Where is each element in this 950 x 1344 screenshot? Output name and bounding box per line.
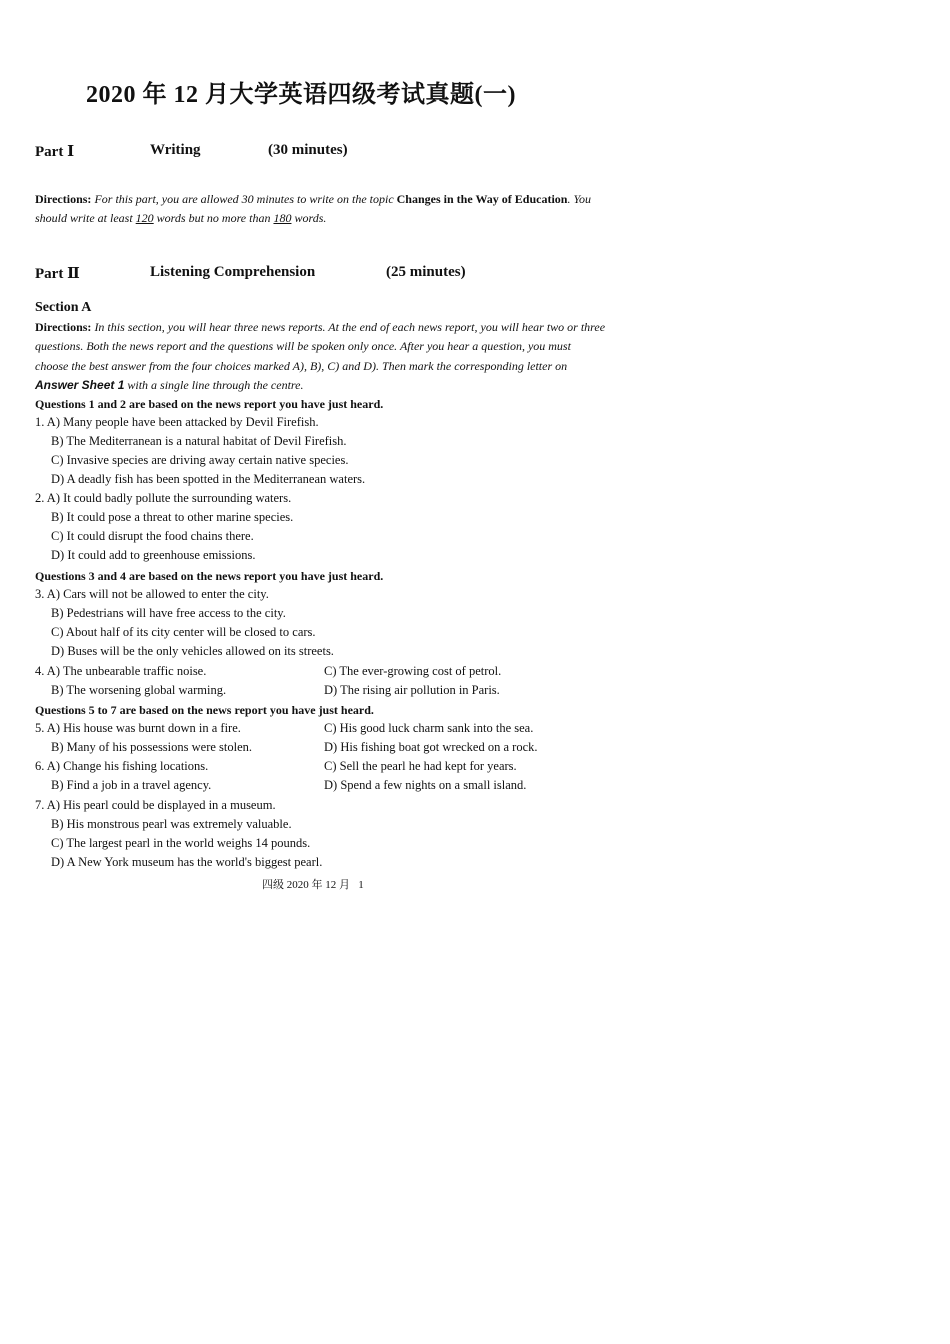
part1-directions bbox=[35, 190, 607, 229]
option-text: D) A New York museum has the world's biggest pearl. bbox=[51, 855, 323, 869]
part1-name: Writing bbox=[150, 142, 201, 158]
option-text: D) The rising air pollution in Paris. bbox=[324, 683, 500, 697]
option-text: C) It could disrupt the food chains there. bbox=[51, 529, 254, 543]
question-group-heading: Questions 5 to 7 are based on the news report you have just heard. bbox=[35, 703, 374, 717]
option-text: D) A deadly fish has been spotted in the Mediterranean waters. bbox=[51, 472, 366, 486]
part1-time: (30 minutes) bbox=[268, 142, 348, 158]
option-text: D) His fishing boat got wrecked on a rock. bbox=[324, 740, 538, 754]
section-a-heading: Section A bbox=[35, 300, 92, 315]
option-text: D) It could add to greenhouse emissions. bbox=[51, 548, 256, 562]
max-words: 180 bbox=[273, 211, 292, 226]
directions-text: In this section, you will hear three news reports. At the end of each news report, you will hear two or three questions. Both the news report and the questions will be spoken only once. After you hear a question, you must choose the best answer from the four choices marked A), B), C) and D). Then mark the corresponding letter on bbox=[35, 320, 606, 373]
directions-text: words. bbox=[294, 211, 327, 226]
part2-name: Listening Comprehension bbox=[150, 264, 316, 280]
min-words: 120 bbox=[135, 211, 154, 226]
question-group-heading: Questions 1 and 2 are based on the news report you have just heard. bbox=[35, 397, 384, 411]
question-group-heading: Questions 3 and 4 are based on the news report you have just heard. bbox=[35, 569, 384, 583]
option-text: B) Find a job in a travel agency. bbox=[51, 778, 212, 792]
option-text: B) Many of his possessions were stolen. bbox=[51, 740, 253, 754]
option-text: C) Invasive species are driving away certain native species. bbox=[51, 453, 349, 467]
page-footer: 四级 2020 年 12 月 1 bbox=[262, 879, 364, 891]
directions-label: Directions: bbox=[35, 320, 92, 334]
option-text: C) Sell the pearl he had kept for years. bbox=[324, 759, 517, 773]
answer-sheet-label: Answer Sheet 1 bbox=[35, 377, 125, 392]
page-title: 2020 年 12 月大学英语四级考试真题(一) bbox=[86, 82, 516, 108]
option-text: B) Pedestrians will have free access to the city. bbox=[51, 606, 286, 620]
option-text: C) His good luck charm sank into the sea. bbox=[324, 721, 534, 735]
part2-label: Part Ⅱ bbox=[35, 266, 80, 282]
option-text: 3. A) Cars will not be allowed to enter the city. bbox=[35, 587, 269, 601]
part1-label: Part Ⅰ bbox=[35, 144, 75, 160]
option-text: 4. A) The unbearable traffic noise. bbox=[35, 664, 207, 678]
option-text: C) About half of its city center will be closed to cars. bbox=[51, 625, 316, 639]
option-text: 1. A) Many people have been attacked by Devil Firefish. bbox=[35, 415, 319, 429]
option-text: D) Spend a few nights on a small island. bbox=[324, 778, 527, 792]
option-text: B) It could pose a threat to other marine species. bbox=[51, 510, 294, 524]
part2-directions bbox=[35, 318, 607, 395]
directions-text: . You should write at least bbox=[35, 192, 592, 226]
writing-topic: Changes in the Way of Education bbox=[396, 192, 568, 206]
option-text: C) The largest pearl in the world weighs 14 pounds. bbox=[51, 836, 311, 850]
option-text: B) The worsening global warming. bbox=[51, 683, 227, 697]
option-text: 5. A) His house was burnt down in a fire. bbox=[35, 721, 241, 735]
directions-text: with a single line through the centre. bbox=[127, 377, 304, 392]
option-text: 7. A) His pearl could be displayed in a museum. bbox=[35, 798, 276, 812]
option-text: D) Buses will be the only vehicles allowed on its streets. bbox=[51, 644, 334, 658]
option-text: B) His monstrous pearl was extremely valuable. bbox=[51, 817, 292, 831]
directions-label: Directions: bbox=[35, 192, 92, 206]
part2-time: (25 minutes) bbox=[386, 264, 466, 280]
option-text: 2. A) It could badly pollute the surrounding waters. bbox=[35, 491, 292, 505]
option-text: 6. A) Change his fishing locations. bbox=[35, 759, 209, 773]
directions-text: words but no more than bbox=[156, 211, 271, 226]
directions-text: For this part, you are allowed 30 minutes to write on the topic bbox=[94, 192, 394, 206]
option-text: C) The ever-growing cost of petrol. bbox=[324, 664, 502, 678]
option-text: B) The Mediterranean is a natural habitat of Devil Firefish. bbox=[51, 434, 347, 448]
